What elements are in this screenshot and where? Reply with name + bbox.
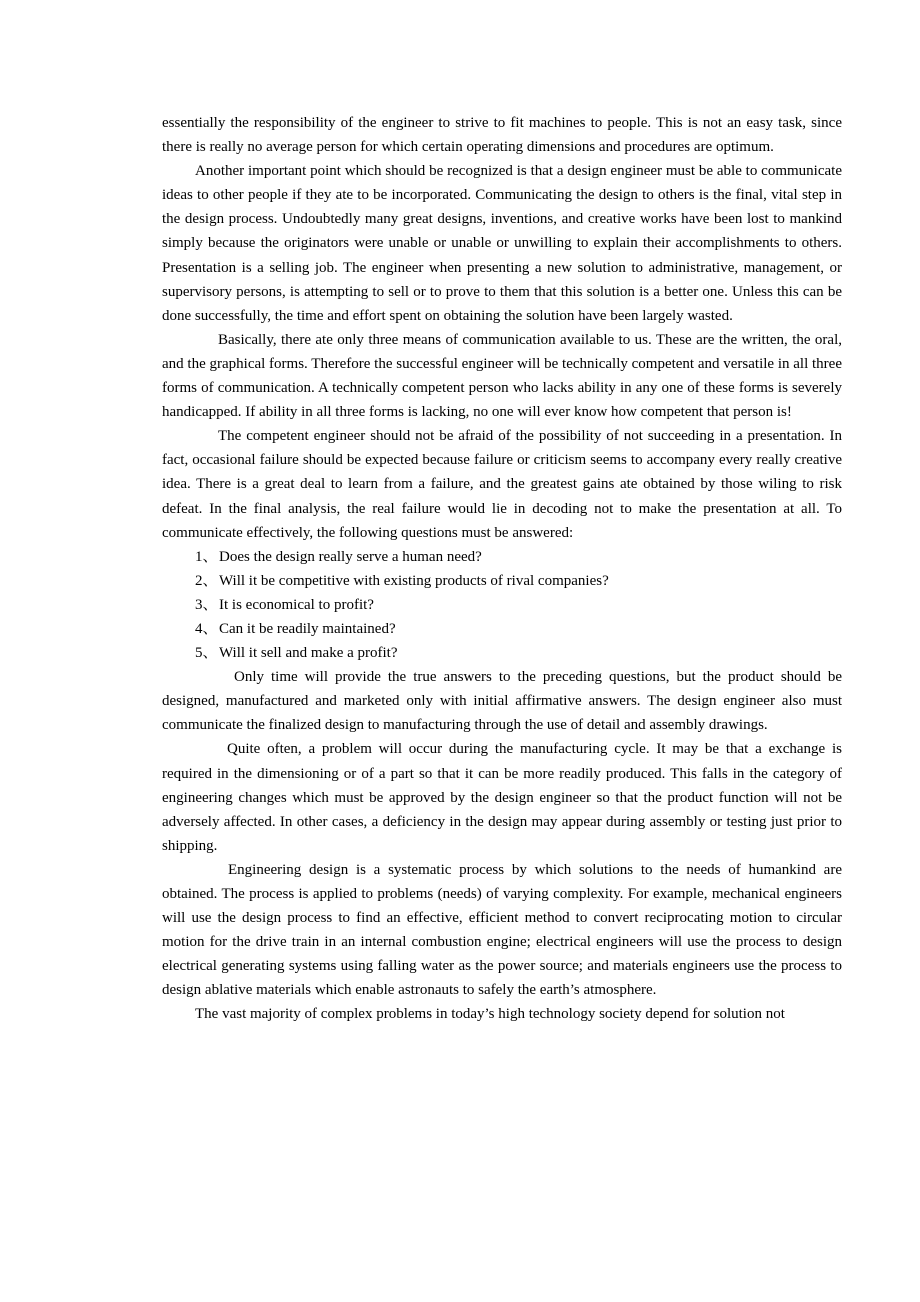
list-text: Will it be competitive with existing products of rival companies?: [219, 572, 609, 589]
list-number: 4、: [195, 620, 218, 637]
paragraph-1: essentially the responsibility of the engineer to strive to fit machines to people. This is not an easy task, since there is really no average person for which certain operating dimensions and procedures are optimum.: [162, 115, 842, 156]
list-item: [162, 617, 842, 641]
list-item: [162, 545, 842, 569]
paragraph-3: Basically, there ate only three means of communication available to us. These are the written, the oral, and the graphical forms. Therefore the successful engineer will be technically competent and versatile in all three forms of communication. A technically competent person who lacks ability in any one of these forms is severely handicapped. If ability in all three forms is lacking, no one will ever know how competent that person is!: [162, 331, 842, 421]
list-number: 3、: [195, 596, 218, 613]
paragraph-8: The vast majority of complex problems in today’s high technology society depend for solution not: [195, 1006, 785, 1023]
list-item: [162, 569, 842, 593]
paragraph-5: Only time will provide the true answers to the preceding questions, but the product should be designed, manufactured and marketed only with initial affirmative answers. The design engineer also must communicate the finalized design to manufacturing through the use of detail and assembly drawings.: [162, 669, 842, 734]
question-list: [162, 545, 842, 665]
body-text: [162, 111, 842, 1027]
list-number: 2、: [195, 572, 218, 589]
list-text: Does the design really serve a human need?: [219, 548, 482, 565]
paragraph-7: Engineering design is a systematic process by which solutions to the needs of humankind are obtained. The process is applied to problems (needs) of varying complexity. For example, mechanical engineers will use the design process to find an effective, efficient method to convert reciprocating motion to circular motion for the drive train in an internal combustion engine; electrical engineers will use the process to design electrical generating systems using falling water as the power source; and materials engineers use the process to design ablative materials which enable astronauts to safely the earth’s atmosphere.: [162, 861, 842, 999]
paragraph-6: Quite often, a problem will occur during the manufacturing cycle. It may be that a exchange is required in the dimensioning or of a part so that it can be more readily produced. This falls in the category of engineering changes which must be approved by the design engineer so that the product function will not be adversely affected. In other cases, a deficiency in the design may appear during assembly or testing just prior to shipping.: [162, 741, 842, 854]
list-number: 1、: [195, 548, 218, 565]
list-item: [162, 593, 842, 617]
list-text: It is economical to profit?: [219, 596, 374, 613]
paragraph-4: The competent engineer should not be afraid of the possibility of not succeeding in a presentation. In fact, occasional failure should be expected because failure or criticism seems to accompany every really creative idea. There is a great deal to learn from a failure, and the greatest gains ate obtained by those wiling to risk defeat. In the final analysis, the real failure would lie in decoding not to make the presentation at all. To communicate effectively, the following questions must be answered:: [162, 428, 842, 541]
list-item: [162, 641, 842, 665]
paragraph-2: Another important point which should be recognized is that a design engineer must be able to communicate ideas to other people if they ate to be incorporated. Communicating the design to others is the final, vital step in the design process. Undoubtedly many great designs, inventions, and creative works have been lost to mankind simply because the originators were unable or unable or unwilling to explain their accomplishments to others. Presentation is a selling job. The engineer when presenting a new solution to administrative, management, or supervisory persons, is attempting to sell or to prove to them that this solution is a better one. Unless this can be done successfully, the time and effort spent on obtaining the solution have been largely wasted.: [162, 163, 842, 324]
list-text: Can it be readily maintained?: [219, 620, 396, 637]
list-text: Will it sell and make a profit?: [219, 645, 398, 662]
list-number: 5、: [195, 645, 218, 662]
